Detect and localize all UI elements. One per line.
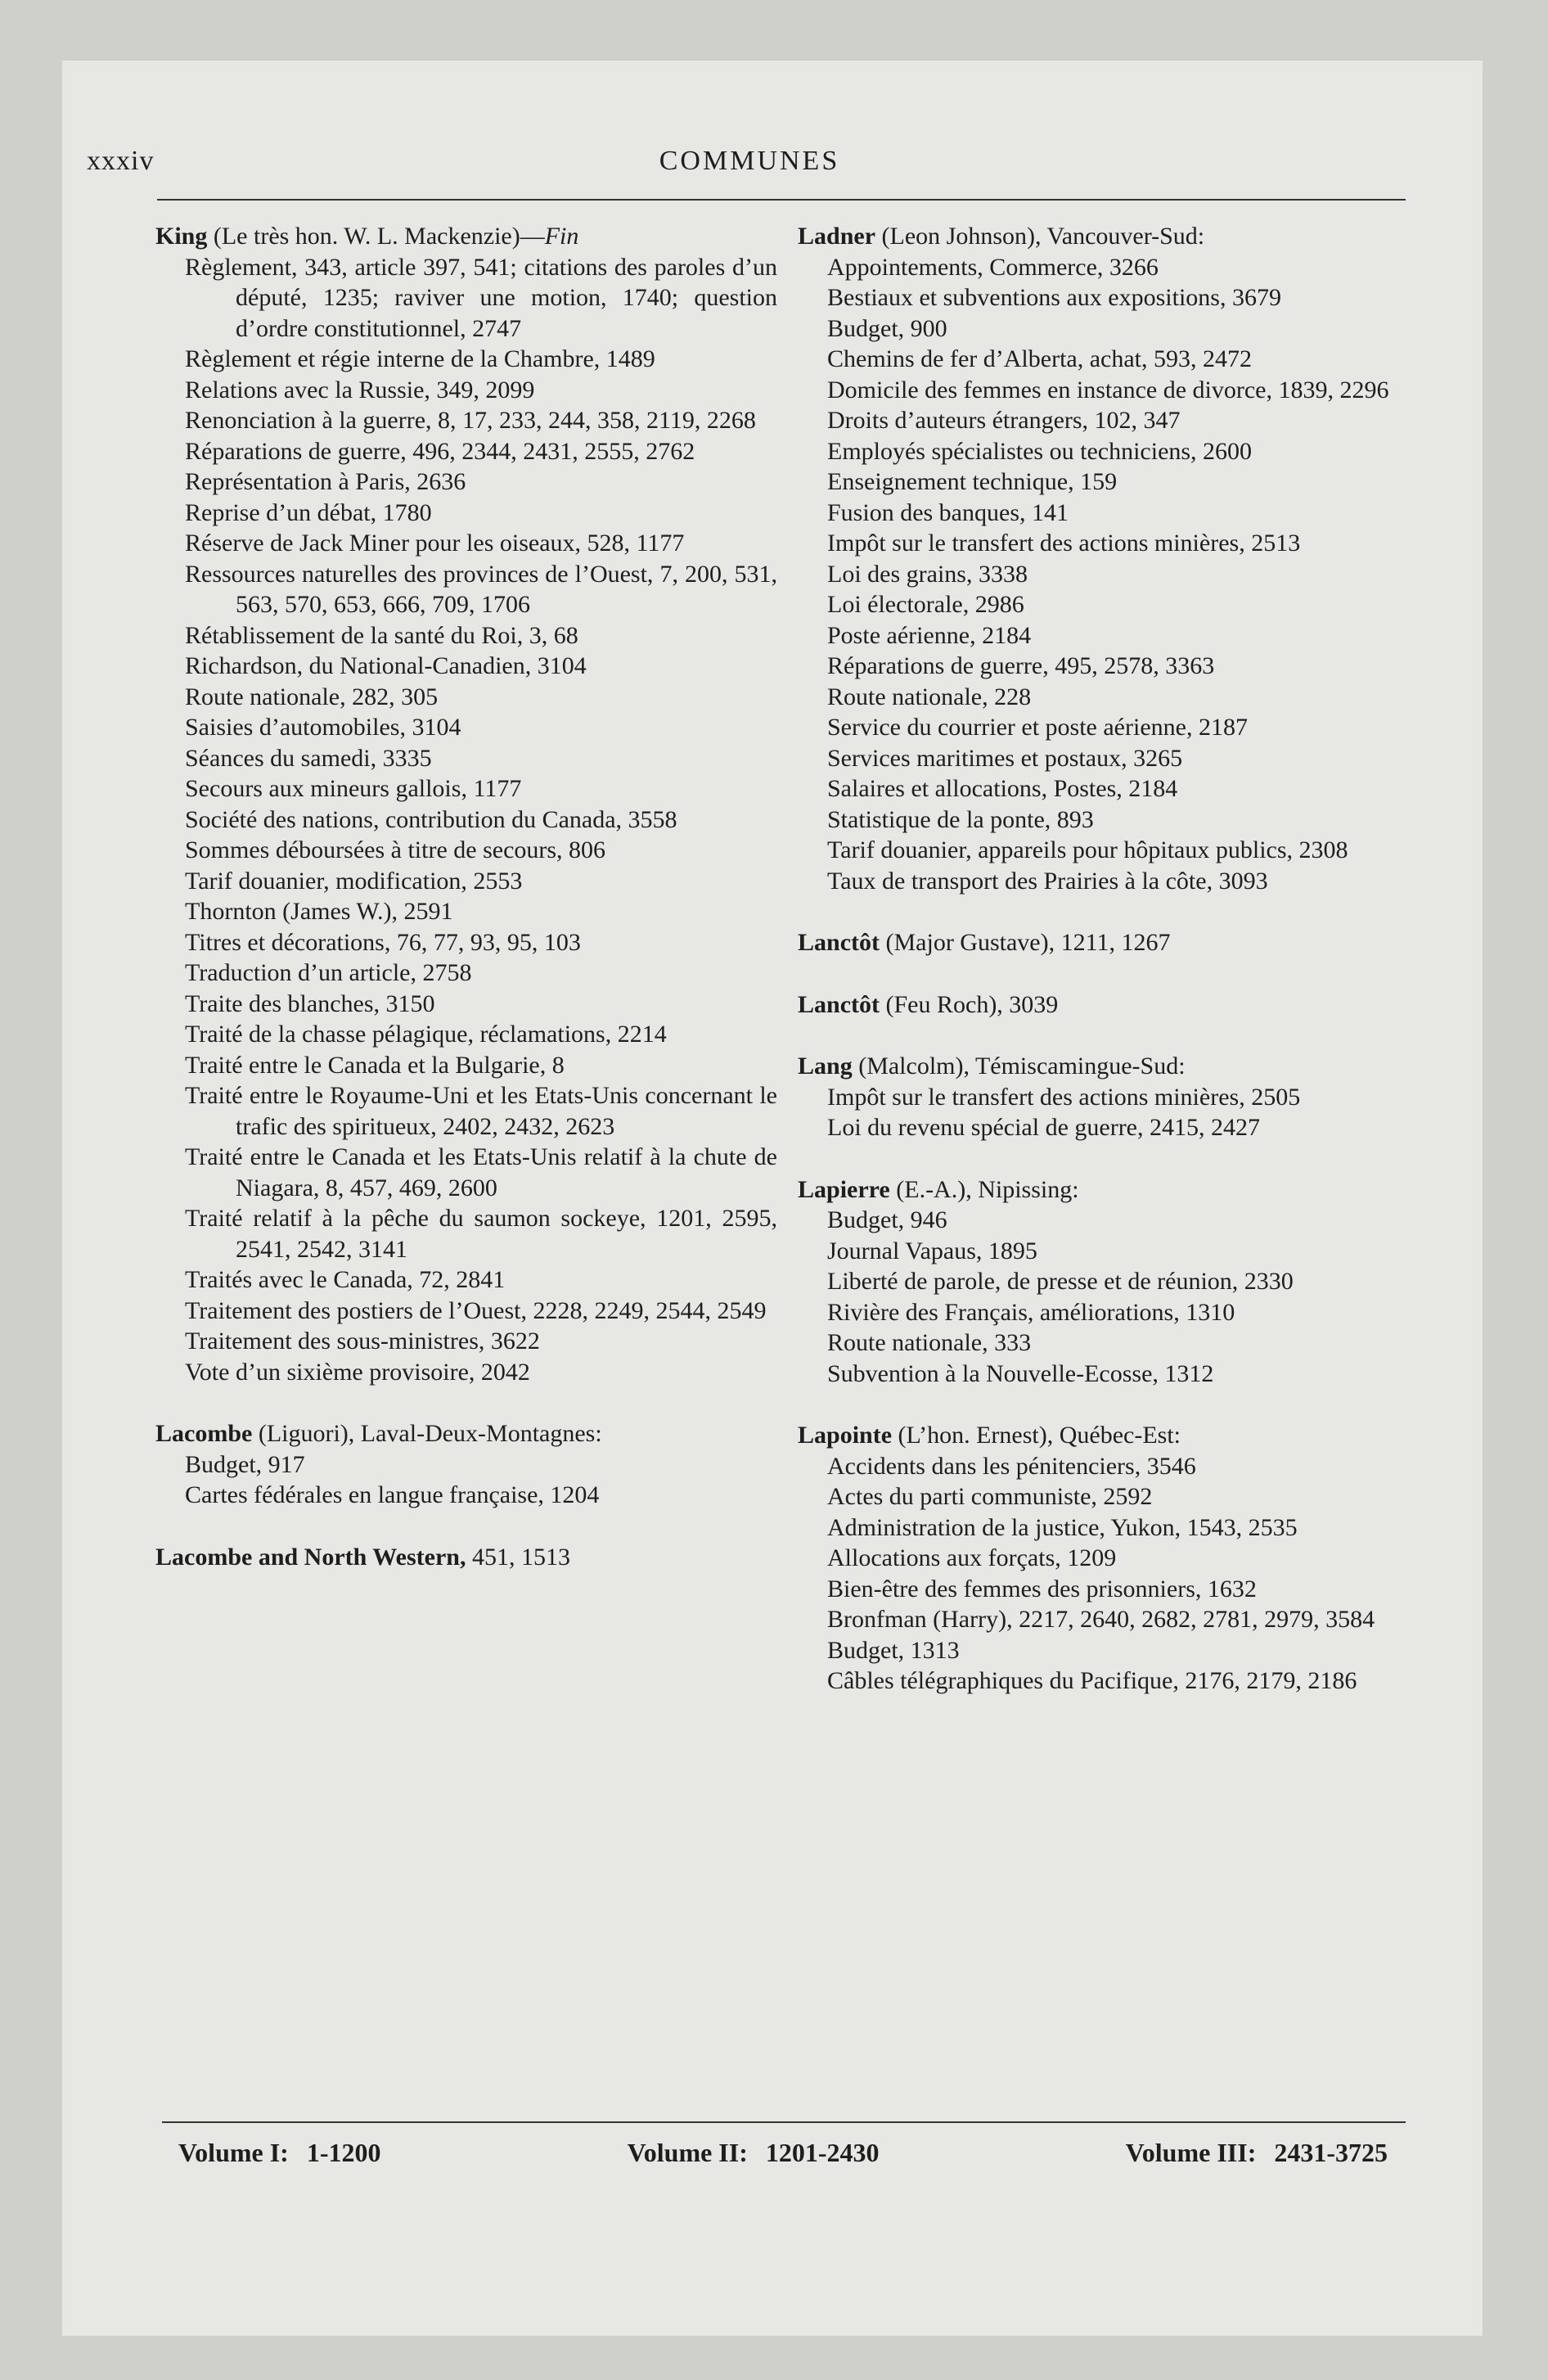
entry-heading bbox=[798, 1051, 1420, 1082]
subentry: Droits d’auteurs étrangers, 102, 347 bbox=[827, 407, 1181, 434]
footer-rule bbox=[162, 2121, 1406, 2123]
subentry: Route nationale, 228 bbox=[827, 683, 1032, 710]
volume-range bbox=[1126, 2138, 1406, 2168]
subentry: Bronfman (Harry), 2217, 2640, 2682, 2781, 2979, 3584 bbox=[827, 1606, 1375, 1633]
subentry: Vote d’un sixième provisoire, 2042 bbox=[185, 1358, 530, 1386]
entry-continuation-marker: Fin bbox=[544, 223, 579, 250]
volume-footer bbox=[178, 2138, 1406, 2168]
subentry: Traité entre le Royaume-Uni et les Etats-Unis concernant le trafic des spiritueux, 2402, 2432, 2623 bbox=[185, 1082, 777, 1140]
page-number: xxxiv bbox=[87, 146, 155, 176]
subentry: Route nationale, 282, 305 bbox=[185, 683, 439, 710]
subentry: Reprise d’un débat, 1780 bbox=[185, 498, 432, 526]
subentry: Enseignement technique, 159 bbox=[827, 468, 1118, 495]
entry-name: Lacombe bbox=[155, 1420, 253, 1447]
index-entry bbox=[155, 1542, 777, 1573]
index-entry bbox=[798, 1420, 1420, 1697]
index-entry bbox=[798, 989, 1420, 1021]
index-entry bbox=[155, 1418, 777, 1511]
subentry: Domicile des femmes en instance de divorce, 1839, 2296 bbox=[827, 376, 1389, 403]
subentry: Relations avec la Russie, 349, 2099 bbox=[185, 376, 535, 403]
subentry: Titres et décorations, 76, 77, 93, 95, 103 bbox=[185, 928, 581, 956]
subentry: Tarif douanier, appareils pour hôpitaux publics, 2308 bbox=[827, 836, 1348, 863]
subentry: Rétablissement de la santé du Roi, 3, 68 bbox=[185, 621, 578, 649]
entry-descriptor: (Major Gustave), 1211, 1267 bbox=[880, 929, 1171, 956]
subentry: Appointements, Commerce, 3266 bbox=[827, 253, 1159, 281]
volume-pages: 1201-2430 bbox=[765, 2138, 880, 2167]
entry-name: Lapierre bbox=[798, 1175, 890, 1203]
subentry: Services maritimes et postaux, 3265 bbox=[827, 744, 1183, 772]
entry-descriptor: (Feu Roch), 3039 bbox=[880, 990, 1059, 1018]
subentry: Taux de transport des Prairies à la côte, 3093 bbox=[827, 867, 1268, 895]
subentry: Employés spécialistes ou techniciens, 2600 bbox=[827, 437, 1253, 465]
entry-descriptor: (Malcolm), Témiscamingue-Sud: bbox=[852, 1053, 1186, 1080]
subentry: Richardson, du National-Canadien, 3104 bbox=[185, 652, 587, 679]
entry-heading bbox=[798, 221, 1420, 252]
header-rule bbox=[157, 199, 1406, 201]
entry-heading bbox=[798, 989, 1420, 1021]
subentry: Salaires et allocations, Postes, 2184 bbox=[827, 775, 1178, 802]
volume-range bbox=[628, 2138, 898, 2168]
subentry: Traité entre le Canada et les Etats-Unis relatif à la chute de Niagara, 8, 457, 469, 2600 bbox=[185, 1143, 777, 1201]
subentry: Ressources naturelles des provinces de l’Ouest, 7, 200, 531, 563, 570, 653, 666, 709, 1706 bbox=[185, 560, 777, 618]
subentry: Sommes déboursées à titre de secours, 806 bbox=[185, 836, 606, 863]
volume-label: Volume I: bbox=[178, 2138, 289, 2167]
subentry: Traités avec le Canada, 72, 2841 bbox=[185, 1266, 506, 1293]
section-title: COMMUNES bbox=[659, 146, 840, 176]
subentry: Statistique de la ponte, 893 bbox=[827, 805, 1094, 833]
subentry: Poste aérienne, 2184 bbox=[827, 621, 1032, 649]
subentry: Saisies d’automobiles, 3104 bbox=[185, 714, 461, 741]
subentry: Renonciation à la guerre, 8, 17, 233, 244, 358, 2119, 2268 bbox=[185, 407, 756, 434]
subentry: Loi du revenu spécial de guerre, 2415, 2427 bbox=[827, 1114, 1260, 1141]
index-entry bbox=[798, 221, 1420, 896]
subentry: Rivière des Français, améliorations, 1310 bbox=[827, 1298, 1235, 1326]
entry-name: Lanctôt bbox=[798, 929, 880, 956]
index-entry bbox=[155, 221, 777, 1387]
subentry-list bbox=[798, 1451, 1420, 1697]
entry-heading bbox=[155, 221, 777, 252]
subentry: Chemins de fer d’Alberta, achat, 593, 2472 bbox=[827, 345, 1253, 372]
subentry: Loi électorale, 2986 bbox=[827, 591, 1024, 618]
entry-heading bbox=[798, 1174, 1420, 1206]
subentry: Bien-être des femmes des prisonniers, 1632 bbox=[827, 1575, 1257, 1602]
entry-descriptor: (Liguori), Laval-Deux-Montagnes: bbox=[252, 1420, 602, 1447]
subentry: Traité de la chasse pélagique, réclamations, 2214 bbox=[185, 1021, 667, 1048]
subentry: Journal Vapaus, 1895 bbox=[827, 1237, 1037, 1264]
subentry: Loi des grains, 3338 bbox=[827, 560, 1028, 588]
running-head bbox=[87, 137, 1412, 187]
subentry-list bbox=[155, 252, 777, 1388]
index-entry bbox=[798, 1051, 1420, 1143]
subentry: Traitement des sous-ministres, 3622 bbox=[185, 1327, 540, 1355]
subentry: Traité entre le Canada et la Bulgarie, 8 bbox=[185, 1051, 565, 1079]
entry-heading bbox=[155, 1418, 777, 1449]
index-entry bbox=[798, 927, 1420, 958]
subentry: Thornton (James W.), 2591 bbox=[185, 898, 453, 925]
subentry: Liberté de parole, de presse et de réunion, 2330 bbox=[827, 1268, 1294, 1295]
subentry: Bestiaux et subventions aux expositions, 3679 bbox=[827, 284, 1281, 311]
subentry-list bbox=[798, 1082, 1420, 1143]
entry-name: King bbox=[155, 223, 208, 250]
subentry-list bbox=[155, 1449, 777, 1511]
subentry: Réparations de guerre, 495, 2578, 3363 bbox=[827, 652, 1215, 679]
volume-pages: 2431-3725 bbox=[1274, 2138, 1388, 2167]
entry-descriptor: (Le très hon. W. L. Mackenzie)— bbox=[207, 223, 545, 250]
subentry-list bbox=[798, 1205, 1420, 1389]
subentry: Représentation à Paris, 2636 bbox=[185, 468, 466, 495]
entry-heading bbox=[798, 927, 1420, 958]
subentry: Impôt sur le transfert des actions minières, 2505 bbox=[827, 1083, 1301, 1111]
entry-heading bbox=[798, 1420, 1420, 1451]
volume-pages: 1-1200 bbox=[306, 2138, 381, 2167]
subentry: Traite des blanches, 3150 bbox=[185, 989, 435, 1017]
subentry: Cartes fédérales en langue française, 1204 bbox=[185, 1481, 600, 1508]
left-column bbox=[155, 221, 777, 1572]
subentry: Service du courrier et poste aérienne, 2187 bbox=[827, 714, 1248, 741]
subentry: Budget, 917 bbox=[185, 1450, 305, 1478]
entry-name: Lapointe bbox=[798, 1422, 893, 1449]
subentry: Séances du samedi, 3335 bbox=[185, 744, 432, 772]
entry-name: Lang bbox=[798, 1053, 853, 1080]
entry-descriptor: 451, 1513 bbox=[466, 1543, 570, 1571]
subentry: Réparations de guerre, 496, 2344, 2431, 2555, 2762 bbox=[185, 437, 695, 465]
subentry: Route nationale, 333 bbox=[827, 1329, 1032, 1356]
subentry: Budget, 900 bbox=[827, 314, 947, 342]
right-column bbox=[798, 221, 1420, 1697]
index-entry bbox=[798, 1174, 1420, 1390]
entry-name: Lanctôt bbox=[798, 990, 880, 1018]
subentry: Subvention à la Nouvelle-Ecosse, 1312 bbox=[827, 1359, 1214, 1387]
volume-range bbox=[178, 2138, 398, 2168]
subentry: Actes du parti communiste, 2592 bbox=[827, 1483, 1153, 1510]
subentry: Réserve de Jack Miner pour les oiseaux, 528, 1177 bbox=[185, 530, 685, 557]
volume-label: Volume II: bbox=[627, 2138, 748, 2167]
entry-descriptor: (Leon Johnson), Vancouver-Sud: bbox=[875, 223, 1205, 250]
entry-name: Lacombe and North Western, bbox=[155, 1543, 466, 1571]
subentry: Administration de la justice, Yukon, 1543, 2535 bbox=[827, 1513, 1298, 1541]
subentry: Règlement, 343, article 397, 541; citations des paroles d’un député, 1235; raviver une motion, 1740; question d’ordre constitutionnel, 2747 bbox=[185, 253, 777, 342]
subentry: Accidents dans les pénitenciers, 3546 bbox=[827, 1452, 1196, 1480]
entry-descriptor: (E.-A.), Nipissing: bbox=[889, 1175, 1079, 1203]
subentry: Règlement et régie interne de la Chambre, 1489 bbox=[185, 345, 655, 372]
subentry: Traité relatif à la pêche du saumon sockeye, 1201, 2595, 2541, 2542, 3141 bbox=[185, 1205, 777, 1263]
subentry: Budget, 1313 bbox=[827, 1636, 960, 1664]
subentry: Câbles télégraphiques du Pacifique, 2176, 2179, 2186 bbox=[827, 1667, 1357, 1694]
subentry: Traitement des postiers de l’Ouest, 2228, 2249, 2544, 2549 bbox=[185, 1296, 767, 1324]
subentry-list bbox=[798, 252, 1420, 897]
entry-heading bbox=[155, 1542, 777, 1573]
subentry: Secours aux mineurs gallois, 1177 bbox=[185, 775, 522, 802]
subentry: Société des nations, contribution du Canada, 3558 bbox=[185, 805, 677, 833]
subentry: Fusion des banques, 141 bbox=[827, 498, 1069, 526]
subentry: Allocations aux forçats, 1209 bbox=[827, 1544, 1117, 1571]
subentry: Tarif douanier, modification, 2553 bbox=[185, 867, 523, 895]
subentry: Traduction d’un article, 2758 bbox=[185, 959, 472, 986]
subentry: Impôt sur le transfert des actions minières, 2513 bbox=[827, 530, 1301, 557]
entry-name: Ladner bbox=[798, 223, 876, 250]
volume-label: Volume III: bbox=[1125, 2138, 1257, 2167]
subentry: Budget, 946 bbox=[827, 1206, 947, 1233]
entry-descriptor: (L’hon. Ernest), Québec-Est: bbox=[892, 1422, 1181, 1449]
